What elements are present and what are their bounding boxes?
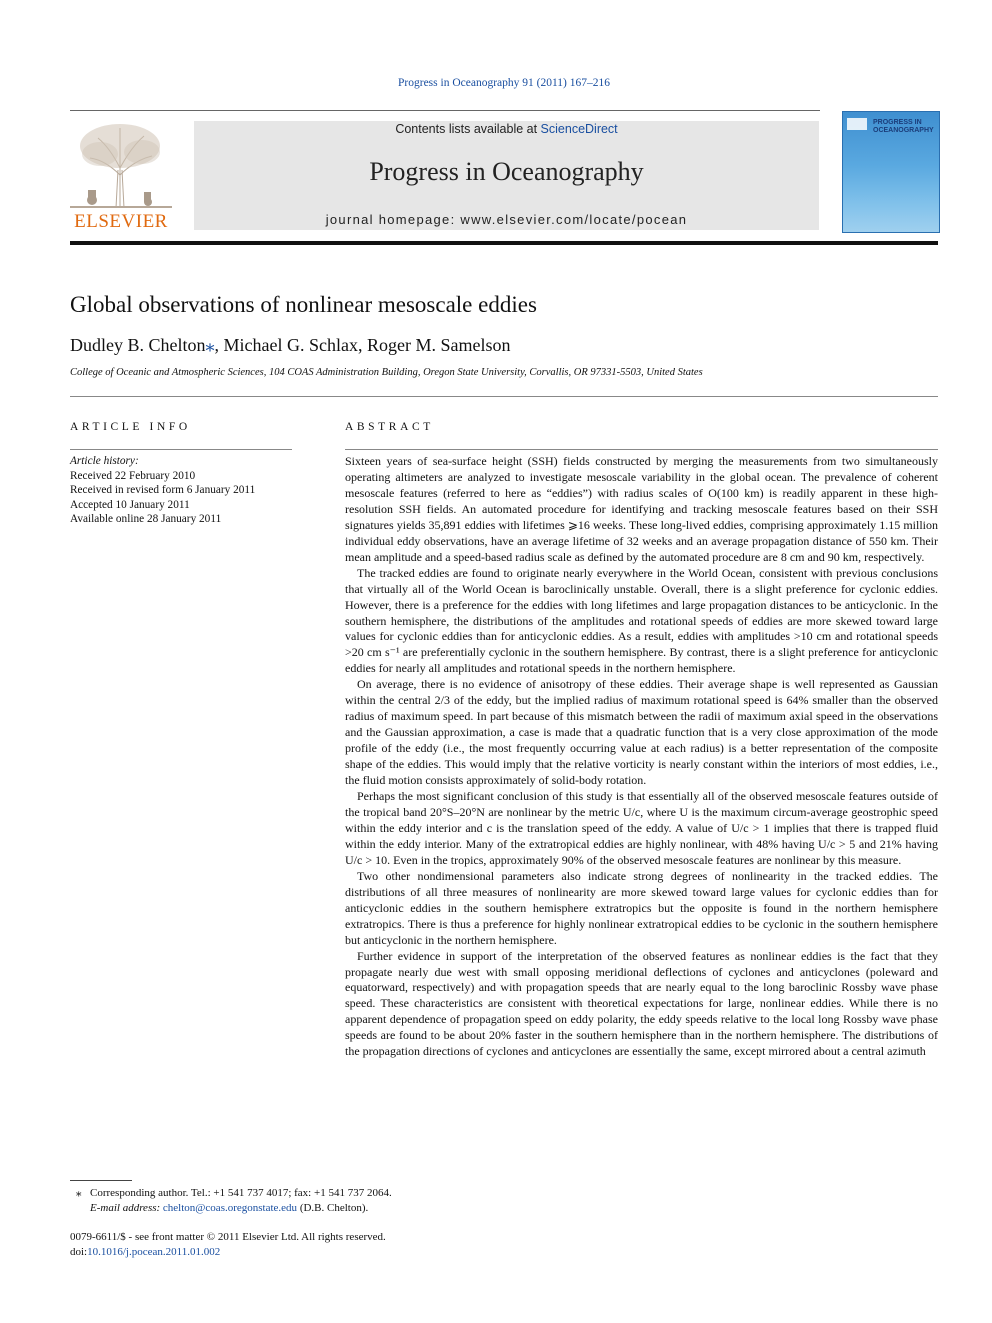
footnote-rule bbox=[70, 1180, 132, 1181]
author-list bbox=[70, 335, 510, 356]
email-footnote bbox=[70, 1201, 670, 1216]
corresponding-author-mark[interactable]: ⁎ bbox=[205, 335, 215, 355]
copyright-line: 0079-6611/$ - see front matter © 2011 Elsevier Ltd. All rights reserved. bbox=[70, 1231, 386, 1243]
contents-line bbox=[194, 122, 819, 136]
doi-label: doi: bbox=[70, 1245, 88, 1258]
article-info-rule bbox=[70, 449, 292, 450]
publisher-wordmark: ELSEVIER bbox=[74, 211, 168, 232]
abstract-paragraph: The tracked eddies are found to originate nearly everywhere in the World Ocean, consistent with previous conclusions that virtually all of the World Ocean is baroclinically unstable. Overall, there is a slight preference for cyclonic eddies. However, there is a preference for the eddies with long lifetimes and large propagation distances to be anticyclonic. In the southern hemisphere, the distributions of the amplitudes and rotational speeds of eddies are more skewed toward large values for cyclonic eddies than for anticyclonic eddies. As a result, eddies with amplitudes >10 cm and rotational speeds >20 cm s⁻¹ are preferentially cyclonic in the southern hemisphere. By contrast, there is a slight preference for anticyclonic eddies for nearly all amplitudes and rotational speeds in the northern hemisphere. bbox=[345, 565, 938, 676]
title-rule bbox=[70, 396, 938, 397]
homepage-link[interactable]: www.elsevier.com/locate/pocean bbox=[460, 212, 688, 227]
journal-banner bbox=[194, 121, 819, 230]
cover-badge bbox=[847, 118, 867, 130]
abstract-heading: ABSTRACT bbox=[345, 421, 434, 433]
sciencedirect-link[interactable]: ScienceDirect bbox=[540, 122, 618, 136]
article-info-heading: ARTICLE INFO bbox=[70, 421, 191, 433]
abstract-paragraph: On average, there is no evidence of anisotropy of these eddies. Their average shape is well represented as Gaussian within the central 2/3 of the eddy, but the implied radius of maximum rotational speed is 64% smaller than the observed radius of maximum speed. In part because of this mismatch between the radii of maximum axial speed in the observations and the Gaussian approximation, a case is made that a quadratic function that is a very close approximation of the mode profile of the eddy (i.e., the most frequently occurring value at each radius) is a better representation of the composite shape of the eddies. This would imply that the relative vorticity is nearly constant within the interiors of most eddies, i.e., the fluid motion consists approximately of solid-body rotation. bbox=[345, 677, 938, 788]
copyright-block bbox=[70, 1230, 670, 1259]
abstract-paragraph: Perhaps the most significant conclusion of this study is that essentially all of the observed mesoscale features outside of the tropical band 20°S–20°N are nonlinear by the metric U/c, where U is the maximum circum-average geostrophic speed within the eddy interior and c is the translation speed of the eddy. A value of U/c > 1 implies that there is trapped fluid within the eddy interior. Many of the extratropical eddies are highly nonlinear, with 48% having U/c > 5 and 21% having U/c > 10. Even in the tropics, approximately 90% of the observed mesoscale features are nonlinear by this measure. bbox=[345, 789, 938, 867]
abstract-body bbox=[345, 454, 938, 1060]
journal-homepage bbox=[194, 212, 819, 227]
email-link[interactable]: chelton@coas.oregonstate.edu bbox=[162, 1201, 298, 1214]
abstract-paragraph: Sixteen years of sea-surface height (SSH) fields constructed by merging the measurements from two simultaneously operating altimeters are analyzed to investigate mesoscale variability in the global ocean. The prevalence of coherent mesoscale features (referred to here as “eddies”) with radius scales of O(100 km) is readily apparent in these high-resolution SSH fields. An automated procedure for identifying and tracking mesoscale features based on their SSH signatures yields 35,891 eddies with lifetimes ⩾16 weeks. These long-lived eddies, comprising approximately 1.15 million individual eddy observations, have an average lifetime of 32 weeks and an average propagation distance of 550 km. Their mean amplitude and a speed-based radius scale as defined by the automated procedure are 8 cm and 90 km, respectively. bbox=[345, 454, 938, 564]
history-item: Available online 28 January 2011 bbox=[70, 513, 222, 525]
history-item: Accepted 10 January 2011 bbox=[70, 498, 190, 511]
journal-cover[interactable] bbox=[842, 111, 940, 233]
corresponding-footnote bbox=[70, 1186, 670, 1201]
abstract-paragraph: Two other nondimensional parameters also indicate strong degrees of nonlinearity in the tracked eddies. The distributions of all three measures of nonlinearity are more skewed toward large values for cyclonic eddies than for anticyclonic eddies in the southern hemisphere extratropics but the opposite is found in the northern hemisphere extratropics. There is thus a preference for highly nonlinear extratropical eddies to be cyclonic in the southern hemisphere but anticyclonic in the northern hemisphere. bbox=[345, 868, 938, 947]
affiliation: College of Oceanic and Atmospheric Sciences, 104 COAS Administration Building, Oregon State University, Corvallis, OR 97331-5503, United States bbox=[70, 367, 703, 378]
footnotes bbox=[70, 1186, 670, 1215]
header-rule bbox=[70, 110, 820, 111]
tree-icon bbox=[70, 120, 172, 210]
abstract-paragraph: Further evidence in support of the interpretation of the observed features as nonlinear eddies is the fact that they propagate nearly due west with small opposing meridional deflections of cyclones and anticyclones (poleward and equatorward, respectively) and with propagation speeds that are nearly equal to the long baroclinic Rossby wave phase speed. These characteristics are consistent with theoretical expectations for large, nonlinear eddies. While there is no apparent dependence of propagation speed on eddy polarity, the eddy speeds relative to the local long Rossby wave phase speeds are found to be about 20% faster in the southern hemisphere than in the northern hemisphere. The distributions of the propagation directions of cyclones and anticyclones are essentially the same, except mirrored about a central azimuth bbox=[345, 948, 938, 1059]
cover-title: PROGRESS IN OCEANOGRAPHY bbox=[873, 119, 934, 134]
doi-line bbox=[70, 1245, 670, 1260]
email-suffix: (D.B. Chelton). bbox=[297, 1201, 369, 1214]
authors-rest: , Michael G. Schlax, Roger M. Samelson bbox=[214, 335, 511, 355]
history-heading: Article history: bbox=[70, 455, 139, 467]
header-thick-rule bbox=[70, 241, 938, 245]
homepage-prefix: journal homepage: bbox=[325, 212, 461, 227]
footnote-mark: ⁎ bbox=[76, 1187, 82, 1199]
corresponding-text: Corresponding author. Tel.: +1 541 737 4017; fax: +1 541 737 2064. bbox=[90, 1187, 392, 1199]
article-history bbox=[70, 454, 300, 527]
history-item: Received 22 February 2010 bbox=[70, 469, 196, 482]
contents-prefix: Contents lists available at bbox=[395, 122, 541, 136]
email-label: E-mail address: bbox=[90, 1201, 163, 1214]
journal-title: Progress in Oceanography bbox=[369, 157, 644, 186]
article-title: Global observations of nonlinear mesoscale eddies bbox=[70, 292, 537, 317]
doi-link[interactable]: 10.1016/j.pocean.2011.01.002 bbox=[87, 1245, 221, 1258]
abstract-rule bbox=[345, 449, 938, 450]
author-1: Dudley B. Chelton bbox=[70, 335, 206, 355]
elsevier-logo[interactable] bbox=[70, 120, 172, 232]
history-item: Received in revised form 6 January 2011 bbox=[70, 484, 256, 496]
journal-citation[interactable]: Progress in Oceanography 91 (2011) 167–216 bbox=[398, 77, 610, 89]
